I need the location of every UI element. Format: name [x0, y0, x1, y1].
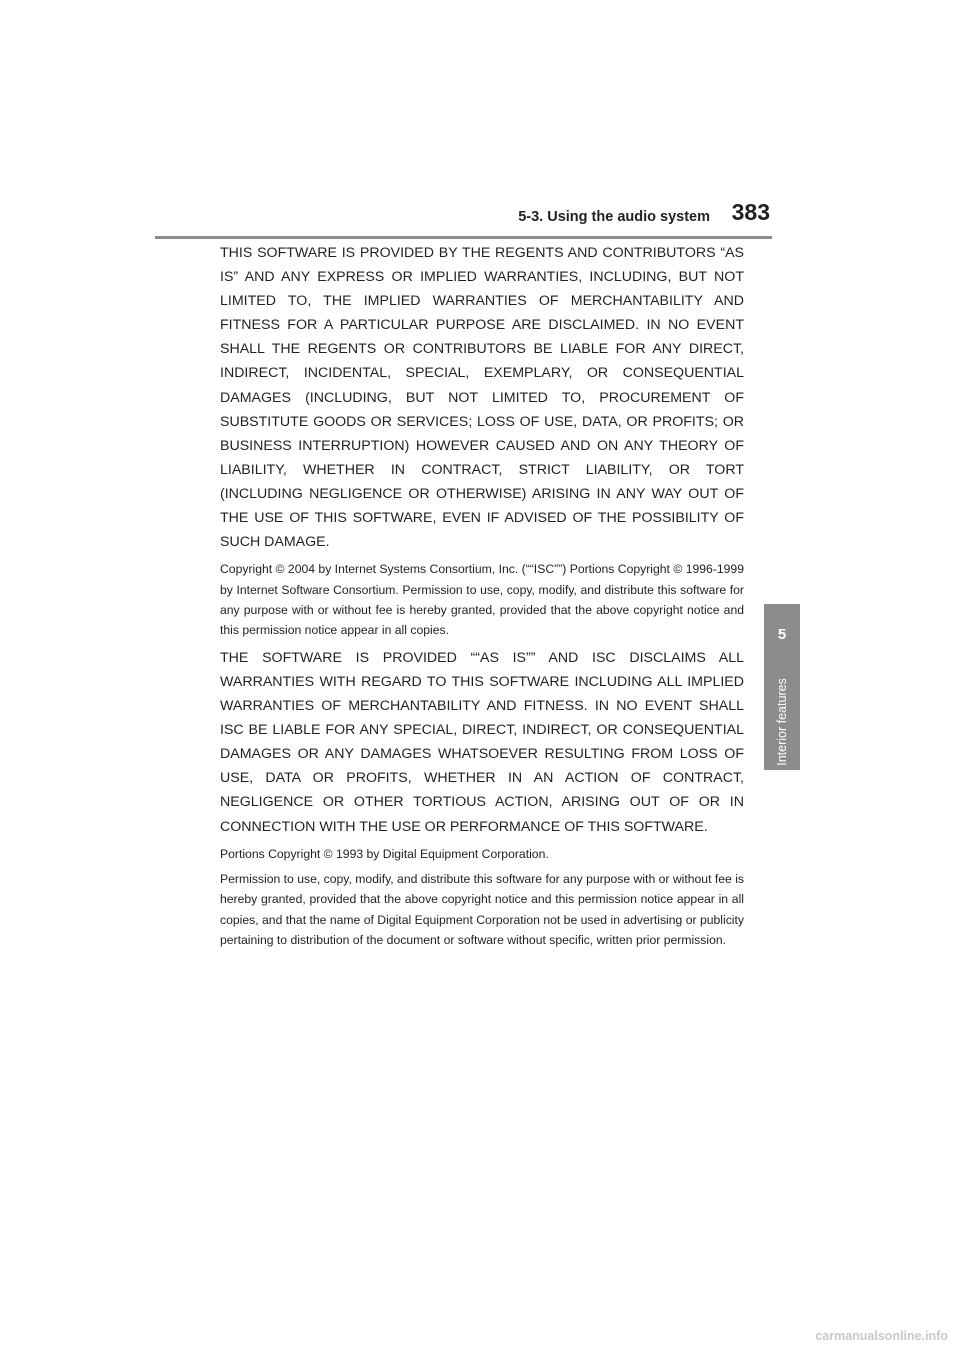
chapter-label: Interior features	[775, 678, 789, 766]
page-header	[155, 196, 772, 239]
chapter-tab	[764, 604, 800, 770]
isc-disclaimer-paragraph: THE SOFTWARE IS PROVIDED ““AS IS”” AND ISC DISCLAIMS ALL WARRANTIES WITH REGARD TO THIS SOFTWARE INCLUDING ALL IMPLIED WARRANTIES OF MERCHANTABILITY AND FITNESS. IN NO EVENT SHALL ISC BE LIABLE FOR ANY SPECIAL, DIRECT, INDIRECT, OR CONSEQUENTIAL DAMAGES OR ANY DAMAGES WHATSOEVER RESULTING FROM LOSS OF USE, DATA OR PROFITS, WHETHER IN AN ACTION OF CONTRACT, NEGLIGENCE OR OTHER TORTIOUS ACTION, ARISING OUT OF OR IN CONNECTION WITH THE USE OR PERFORMANCE OF THIS SOFTWARE.	[220, 649, 744, 835]
dec-permission-paragraph: Permission to use, copy, modify, and distribute this software for any purpose with or without fee is hereby granted, provided that the above copyright notice and this permission notice appear in all copies, and that the name of Digital Equipment Corporation not be used in advertising or publicity pertaining to distribution of the document or software without specific, written prior permission.	[220, 872, 744, 948]
page-number: 383	[731, 199, 770, 225]
site-watermark: carmanualsonline.info	[815, 1329, 948, 1343]
dec-copyright-paragraph: Portions Copyright © 1993 by Digital Equipment Corporation.	[220, 846, 549, 861]
page-content	[220, 241, 744, 951]
regents-disclaimer-paragraph: THIS SOFTWARE IS PROVIDED BY THE REGENTS AND CONTRIBUTORS “AS IS” AND ANY EXPRESS OR IMPLIED WARRANTIES, INCLUDING, BUT NOT LIMITED TO, THE IMPLIED WARRANTIES OF MERCHANTABILITY AND FITNESS FOR A PARTICULAR PURPOSE ARE DISCLAIMED. IN NO EVENT SHALL THE REGENTS OR CONTRIBUTORS BE LIABLE FOR ANY DIRECT, INDIRECT, INCIDENTAL, SPECIAL, EXEMPLARY, OR CONSEQUENTIAL DAMAGES (INCLUDING, BUT NOT LIMITED TO, PROCUREMENT OF SUBSTITUTE GOODS OR SERVICES; LOSS OF USE, DATA, OR PROFITS; OR BUSINESS INTERRUPTION) HOWEVER CAUSED AND ON ANY THEORY OF LIABILITY, WHETHER IN CONTRACT, STRICT LIABILITY, OR TORT (INCLUDING NEGLIGENCE OR OTHERWISE) ARISING IN ANY WAY OUT OF THE USE OF THIS SOFTWARE, EVEN IF ADVISED OF THE POSSIBILITY OF SUCH DAMAGE.	[220, 245, 744, 551]
chapter-number: 5	[777, 626, 787, 643]
section-title: 5-3. Using the audio system	[518, 209, 710, 225]
isc-copyright-paragraph: Copyright © 2004 by Internet Systems Consortium, Inc. (““ISC””) Portions Copyright © 1996-1999 by Internet Software Consortium. Permission to use, copy, modify, and distribute this software for any purpose with or without fee is hereby granted, provided that the above copyright notice and this permission notice appear in all copies.	[220, 562, 744, 638]
